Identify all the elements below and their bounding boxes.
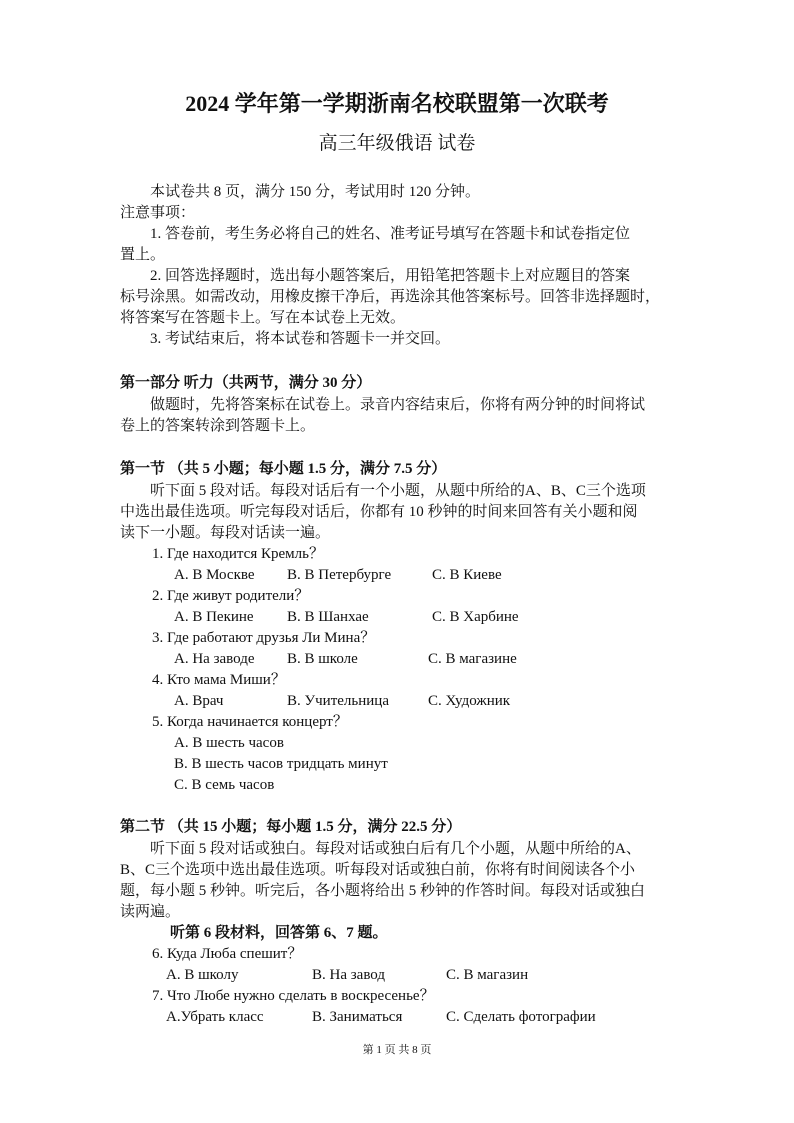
section2-line: B、C三个选项中选出最佳选项。听每段对话或独白前，你将有时间阅读各个小 xyxy=(120,862,636,878)
option-a: A. Врач xyxy=(174,693,224,709)
question-text: 6. Куда Люба спешит？ xyxy=(152,946,303,962)
section2-line: 听下面 5 段对话或独白。每段对话或独白后有几个小题，从题中所给的A、 xyxy=(150,841,641,857)
section1-line: 中选出最佳选项。听完每段对话后，你都有 10 秒钟的时间来回答有关小题和阅 xyxy=(120,504,638,520)
notice-line: 3. 考试结束后，将本试卷和答题卡一并交回。 xyxy=(150,331,451,347)
question-text: 4. Кто мама Миши？ xyxy=(152,672,286,688)
question-text: 3. Где работают друзья Ли Мина？ xyxy=(152,630,376,646)
section2-line: 读两遍。 xyxy=(120,904,181,920)
notice-label: 注意事项： xyxy=(120,205,196,221)
option-b: B. В Петербурге xyxy=(287,567,392,583)
option-b: B. Заниматься xyxy=(312,1009,403,1025)
option-a: A. В школу xyxy=(166,967,239,983)
option-a: A. В Пекине xyxy=(174,609,254,625)
option-b: B. В Шанхае xyxy=(287,609,369,625)
section2-heading: 第二节 （共 15 小题；每小题 1.5 分，满分 22.5 分） xyxy=(120,819,462,835)
option-b: B. В шесть часов тридцать минут xyxy=(174,756,388,772)
section1-line: 听下面 5 段对话。每段对话后有一个小题，从题中所给的A、B、C三个选项 xyxy=(150,483,646,499)
section1-line: 读下一小题。每段对话读一遍。 xyxy=(120,525,331,541)
option-a: A. В шесть часов xyxy=(174,735,284,751)
option-b: B. Учительница xyxy=(287,693,389,709)
option-b: B. В школе xyxy=(287,651,358,667)
notice-line: 2. 回答选择题时，选出每小题答案后，用铅笔把答题卡上对应题目的答案 xyxy=(150,268,631,284)
exam-title: 2024 学年第一学期浙南名校联盟第一次联考 xyxy=(185,91,609,116)
option-a: A.Убрать класс xyxy=(166,1009,264,1025)
question-text: 2. Где живут родители？ xyxy=(152,588,310,604)
section2-line: 题，每小题 5 秒钟。听完后，各小题将给出 5 秒钟的作答时间。每段对话或独白 xyxy=(120,883,646,899)
option-a: A. На заводе xyxy=(174,651,255,667)
option-c: C. В Харбине xyxy=(432,609,519,625)
question-text: 5. Когда начинается концерт？ xyxy=(152,714,348,730)
material-note: 听第 6 段材料，回答第 6、7 题。 xyxy=(170,925,388,941)
question-text: 7. Что Любе нужно сделать в воскресенье？ xyxy=(152,988,435,1004)
notice-line: 1. 答卷前，考生务必将自己的姓名、准考证号填写在答题卡和试卷指定位 xyxy=(150,226,631,242)
notice-line: 置上。 xyxy=(120,247,166,263)
option-c: C. В семь часов xyxy=(174,777,275,793)
option-a: A. В Москве xyxy=(174,567,255,583)
option-c: C. В магазин xyxy=(446,967,529,983)
notice-line: 将答案写在答题卡上。写在本试卷上无效。 xyxy=(120,310,406,326)
option-b: B. На завод xyxy=(312,967,386,983)
part1-line: 卷上的答案转涂到答题卡上。 xyxy=(120,418,316,434)
page-footer: 第 1 页 共 8 页 xyxy=(362,1044,432,1056)
exam-subtitle: 高三年级俄语 试卷 xyxy=(318,133,476,154)
option-c: C. Художник xyxy=(428,693,511,709)
option-c: C. В Киеве xyxy=(432,567,502,583)
question-text: 1. Где находится Кремль？ xyxy=(152,546,324,562)
exam-info: 本试卷共 8 页，满分 150 分，考试用时 120 分钟。 xyxy=(150,184,481,200)
section1-heading: 第一节 （共 5 小题；每小题 1.5 分，满分 7.5 分） xyxy=(120,461,447,477)
option-c: C. В магазине xyxy=(428,651,517,667)
part1-heading: 第一部分 听力（共两节，满分 30 分） xyxy=(120,375,372,391)
notice-line: 标号涂黑。如需改动，用橡皮擦干净后，再选涂其他答案标号。回答非选择题时， xyxy=(120,289,661,305)
part1-line: 做题时，先将答案标在试卷上。录音内容结束后，你将有两分钟的时间将试 xyxy=(150,397,646,413)
option-c: C. Сделать фотографии xyxy=(446,1009,596,1025)
